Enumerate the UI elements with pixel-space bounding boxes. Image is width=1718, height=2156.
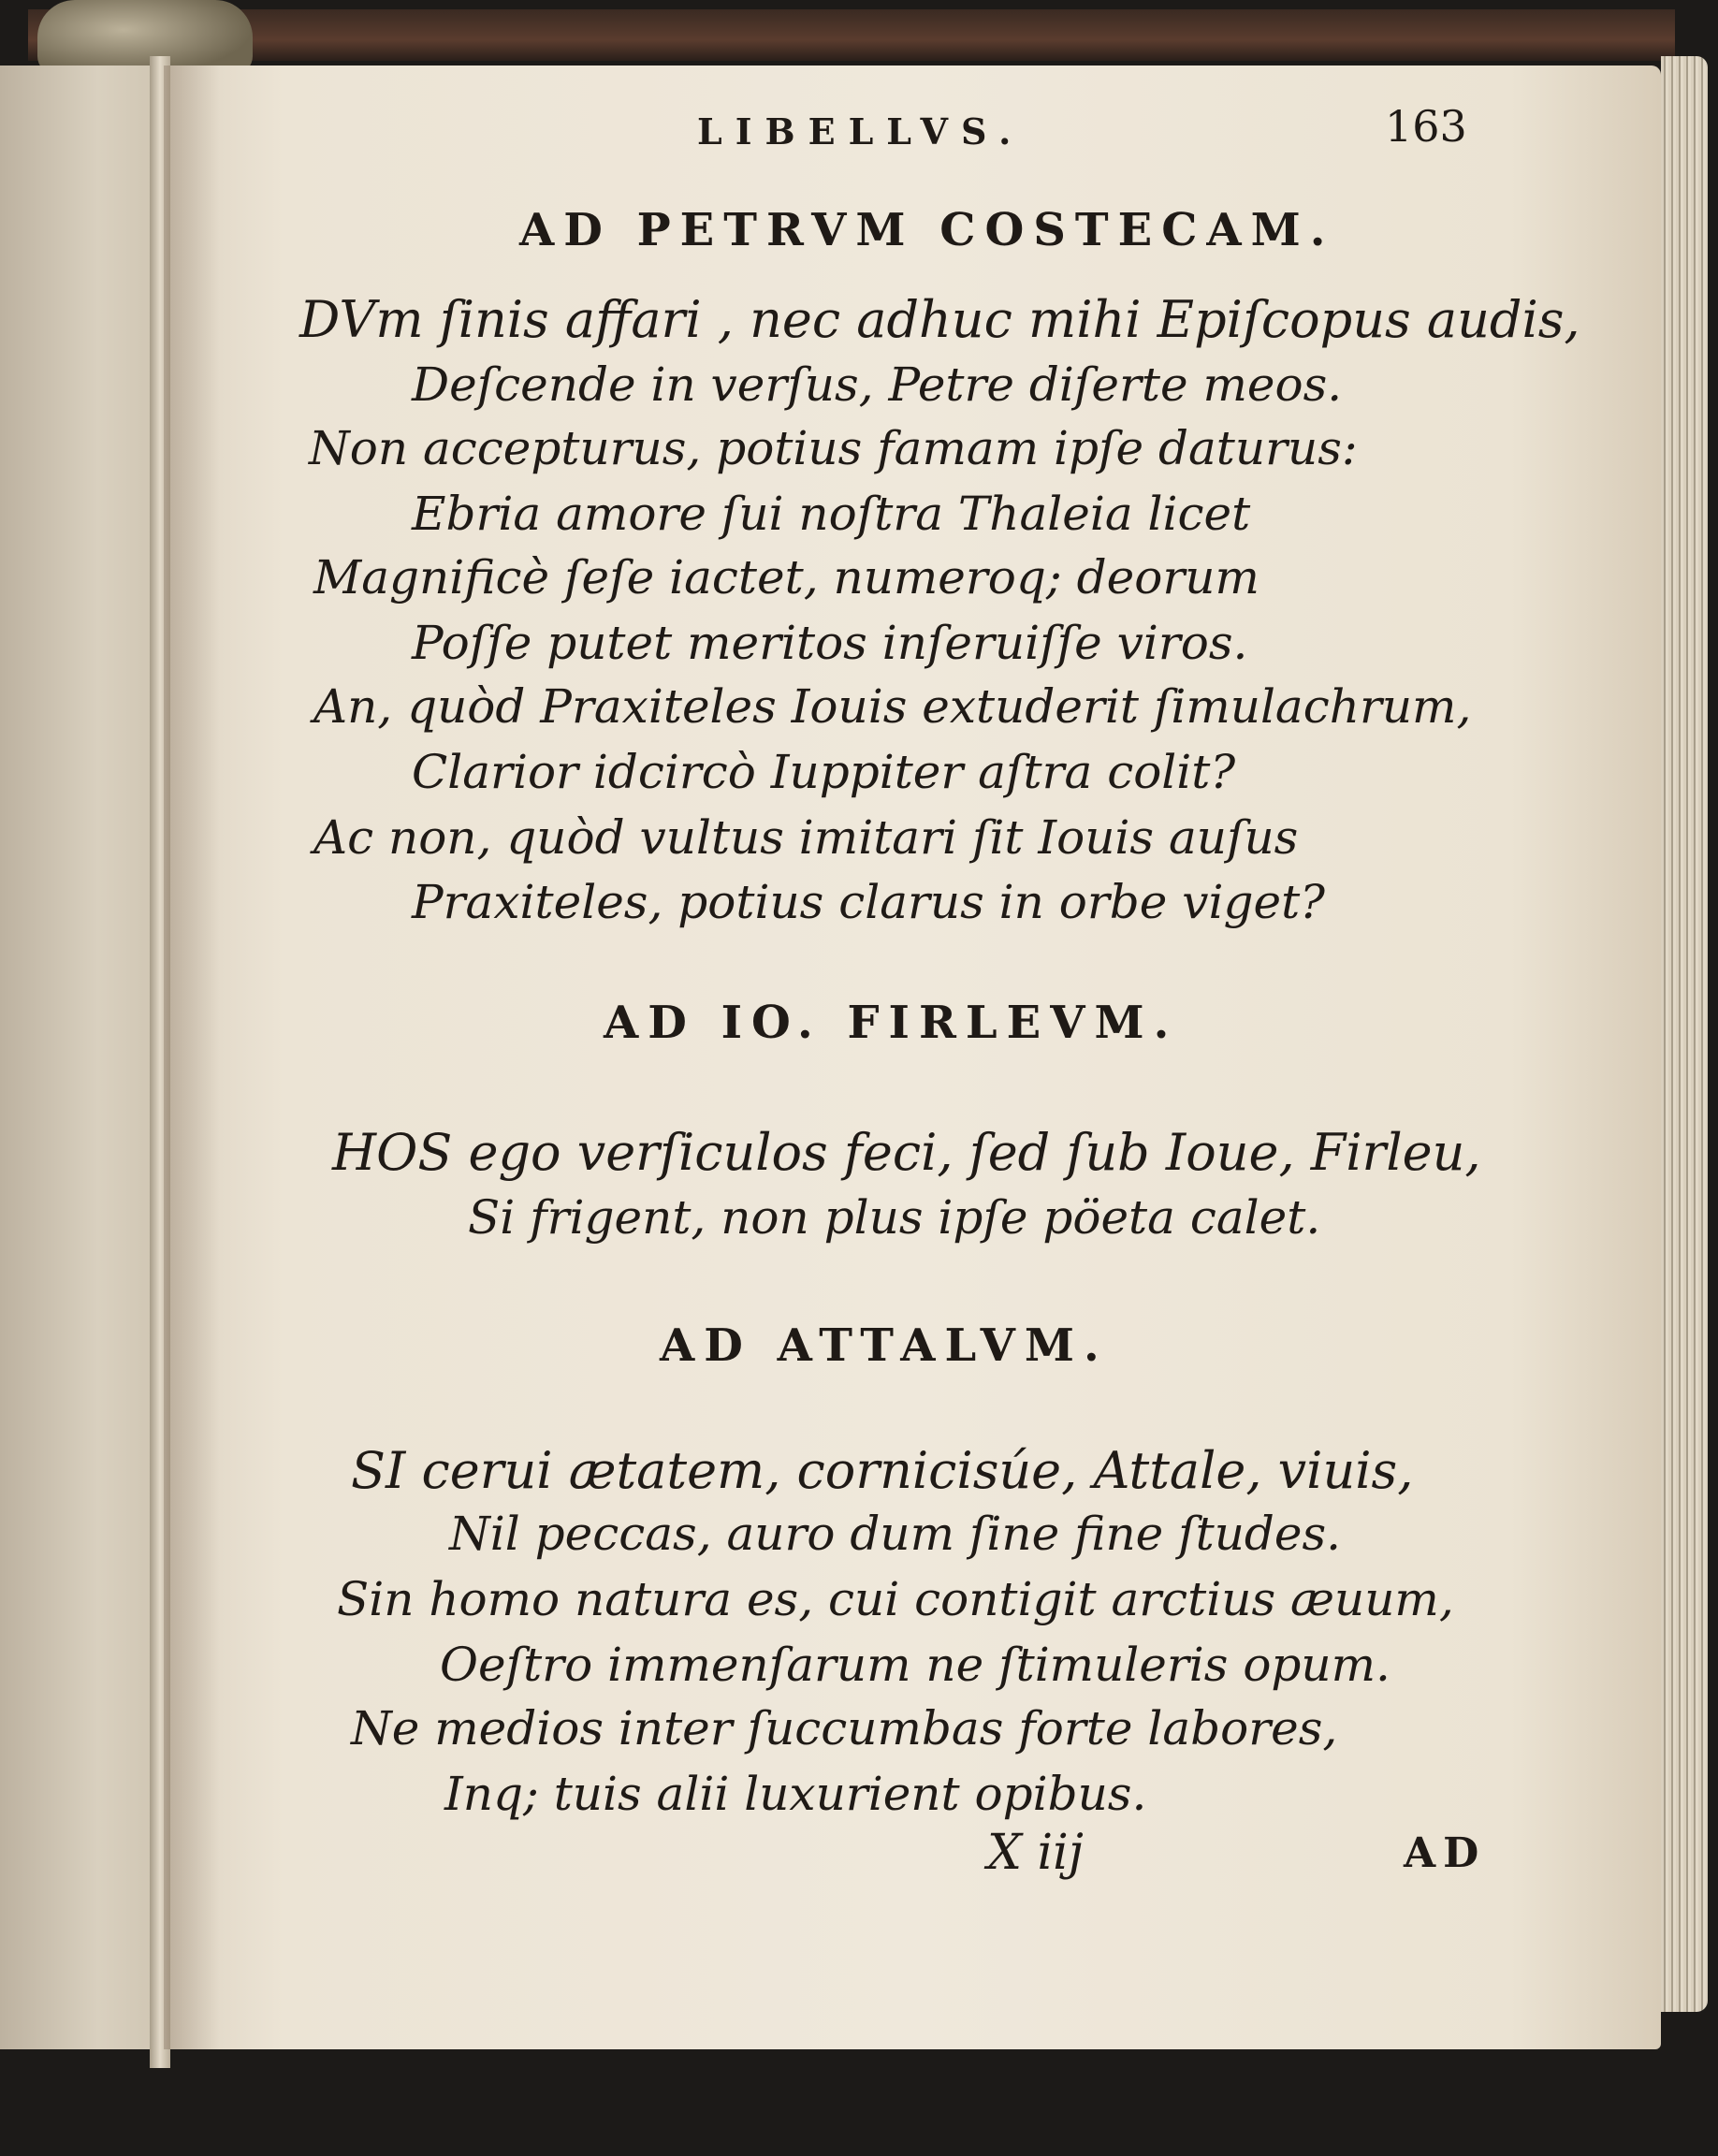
verse-line: An, quòd Praxiteles Iouis extuderit ſimulachrum, [313,679,1472,734]
book-binding-edge [28,9,1675,61]
verse-line: Inq; tuis alii luxurient opibus. [444,1767,1147,1821]
verse-line: DVm ſinis affari , nec adhuc mihi Epiſcopus audis, [299,290,1580,349]
poem-title-firleum: AD IO. FIRLEVM. [604,997,1179,1049]
verse-line: Non accepturus, potius famam ipſe daturus: [309,421,1358,475]
poem-title-costecam: AD PETRVM COSTECAM. [519,204,1335,256]
verse-line: Oeſtro immenſarum ne ſtimuleris opum. [440,1638,1390,1692]
verse-line: SI cerui ætatem, cornicisúe, Attale, viuis, [351,1441,1414,1500]
page-number: 163 [1385,101,1467,152]
running-head: LIBELLVS. [697,110,1025,153]
verse-line: Sin homo natura es, cui contigit arctius æuum, [337,1572,1454,1626]
verse-line: Ac non, quòd vultus imitari ſit Iouis auſus [313,810,1299,865]
verse-line: Si frigent, non plus ipſe pöeta calet. [468,1190,1321,1245]
verse-line: Poſſe putet meritos inſeruiſſe viros. [412,616,1248,670]
verse-line: Deſcende in verſus, Petre diſerte meos. [412,357,1343,412]
poem-title-attalum: AD ATTALVM. [660,1319,1109,1372]
verse-line: Ebria amore ſui noſtra Thaleia licet [412,487,1251,541]
page-block-edges [1661,56,1708,2012]
gutter-shadow [164,66,220,2049]
verse-line: Ne medios inter ſuccumbas forte labores, [351,1701,1338,1755]
verse-line: Clarior idcircò Iuppiter aſtra colit? [412,745,1236,799]
verse-line: HOS ego verſiculos feci, ſed ſub Ioue, Firleu, [332,1123,1481,1182]
facing-page-edge [0,66,164,2049]
clasp-ornament [37,0,253,75]
verse-line: Magnificè ſeſe iactet, numeroq; deorum [313,550,1259,605]
catchword: AD [1404,1829,1487,1877]
verse-line: Praxiteles, potius clarus in orbe viget? [412,875,1325,929]
verse-line: Nil peccas, auro dum ſine fine ſtudes. [449,1507,1342,1561]
signature-mark: X iij [987,1825,1084,1881]
